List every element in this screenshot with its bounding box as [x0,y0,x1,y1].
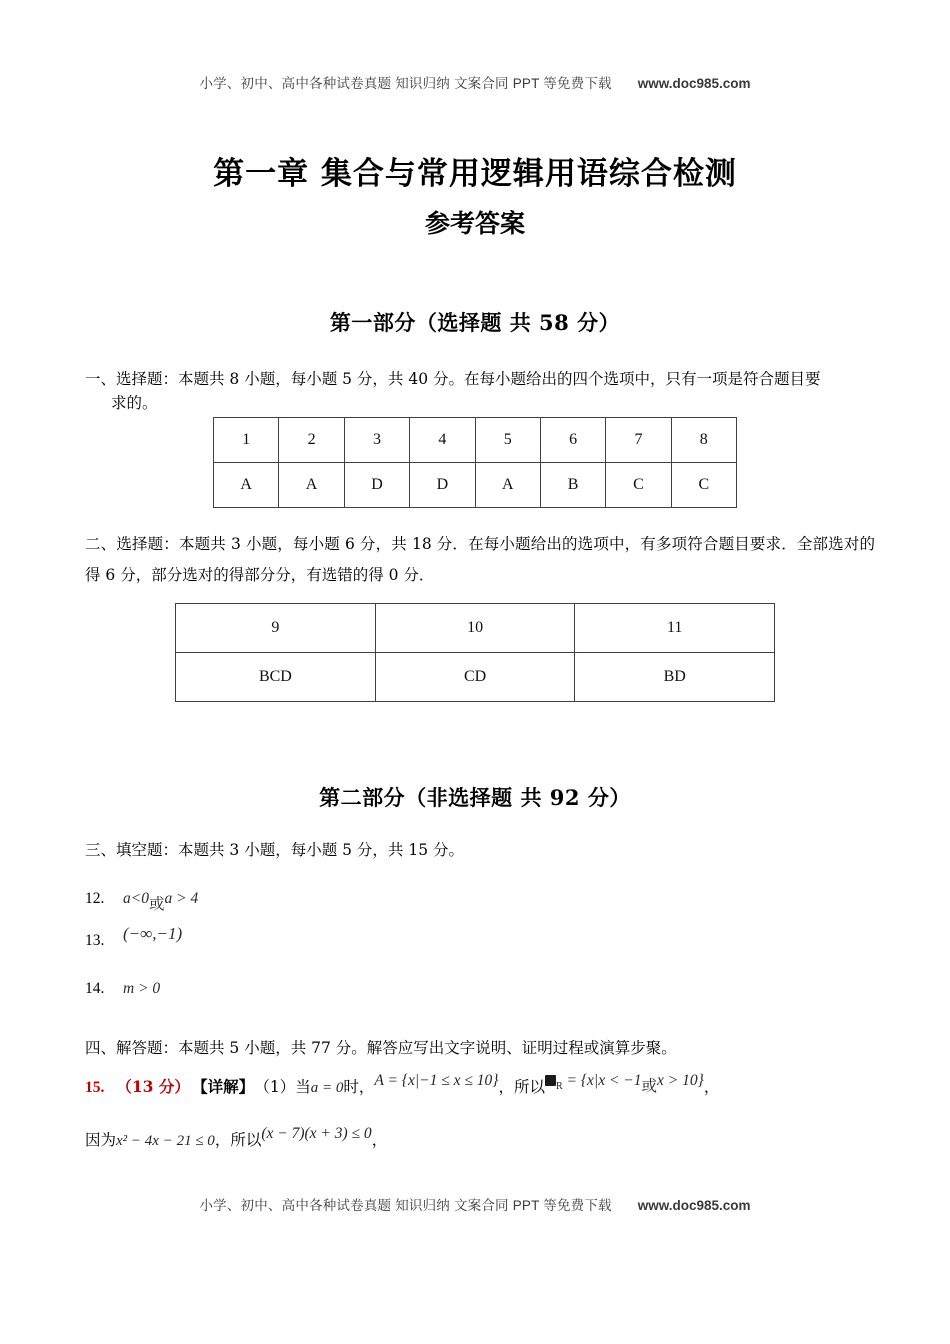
table-row-numbers [214,418,737,463]
comma-3: ， [214,1131,231,1149]
complement-or: 或 [641,1077,658,1095]
solution-tag: 【详解】 [199,1077,255,1096]
table-cell-answer: C [671,463,736,508]
question-score: （13 分） [116,1077,190,1096]
blank-answer-number: 14. [85,980,105,997]
table-cell-answer: A [214,463,279,508]
table-cell-number: 4 [410,418,475,463]
table-cell-number: 7 [606,418,671,463]
section-one-heading: 第一部分（选择题 共 58 分） [329,310,621,335]
instruction-1-cont: 求的。 [111,394,158,413]
table-cell-number: 8 [671,418,736,463]
instruction-choice-multiple: 二、选择题：本题共 3 小题，每小题 6 分，共 18 分．在每小题给出的选项中，有多项符合题目要求．全部选对的得 6 分，部分选对的得部分分，有选错的得 0 分． [85,535,875,584]
instruction-1-main: 一、选择题：本题共 8 小题，每小题 5 分，共 40 分。在每小题给出的四个选项中，只有一项是符合题目要 [85,370,821,388]
solution-text-because: 因为 [85,1131,117,1149]
solution-15-line-1 [85,1072,885,1099]
table-cell-number: 5 [475,418,540,463]
complement-tail: x > 10} [657,1072,704,1089]
instruction-fill-blank: 三、填空题：本题共 3 小题，每小题 5 分，共 15 分。 [85,841,465,859]
footer-watermark [0,1194,950,1214]
blank-answer-number: 13. [85,932,105,949]
table-cell-number: 11 [575,604,775,653]
table-row-numbers [176,604,775,653]
table-cell-answer: B [540,463,605,508]
table-cell-number: 1 [214,418,279,463]
set-a-definition: A = {x|−1 ≤ x ≤ 10} [374,1072,499,1089]
blank-answer-value: (−∞,−1) [123,924,183,943]
complement-rest: = {x|x < −1 [566,1072,642,1089]
table-cell-number: 9 [176,604,376,653]
blank-12-part-a: a<0 [123,890,149,907]
page-subtitle: 参考答案 [424,209,525,238]
table-cell-answer: BD [575,653,775,702]
table-cell-answer: CD [375,653,575,702]
table-cell-answer: C [606,463,671,508]
table-cell-number: 2 [279,418,344,463]
answer-table-multiple-choice [175,603,775,702]
table-row-answers [176,653,775,702]
table-cell-number: 3 [344,418,409,463]
table-cell-answer: A [475,463,540,508]
table-cell-answer: D [344,463,409,508]
blank-answer-value: m > 0 [123,980,161,997]
table-cell-answer: A [279,463,344,508]
question-number: 15. [85,1079,105,1096]
blank-answer-number: 12. [85,890,105,907]
comma-4: ， [371,1131,388,1149]
footer-watermark-text: 小学、初中、高中各种试卷真题 知识归纳 文案合同 PPT 等免费下载 [199,1198,612,1213]
header-watermark-text: 小学、初中、高中各种试卷真题 知识归纳 文案合同 PPT 等免费下载 [199,76,612,91]
blank-answer-14 [85,980,785,998]
equation-quadratic: x² − 4x − 21 ≤ 0 [116,1133,215,1149]
instruction-choice-single [85,367,875,415]
table-cell-answer: BCD [176,653,376,702]
solution-text-when: 当 [295,1078,311,1096]
complement-set-expression [545,1072,704,1095]
equation-factored: (x − 7)(x + 3) ≤ 0 [261,1125,372,1142]
solution-text-then: 时， [343,1078,375,1096]
solution-15-line-2 [85,1125,885,1150]
blank-12-part-b: a > 4 [164,890,199,907]
solution-text-therefore: 所以 [513,1078,545,1096]
blank-answer-12 [85,886,785,913]
table-row-answers [214,463,737,508]
footer-watermark-site: www.doc985.com [637,1198,751,1213]
table-cell-number: 10 [375,604,575,653]
solution-text-therefore-2: 所以 [230,1131,262,1149]
comma-1: ， [498,1078,514,1096]
comma-2: ， [703,1078,720,1096]
answer-table-single-choice [213,417,737,508]
blank-12-conjunction: 或 [148,895,165,913]
header-watermark [0,72,950,92]
blank-answer-13 [85,924,785,950]
complement-subscript: R [555,1081,563,1093]
blank-answer-value [123,886,199,913]
table-cell-number: 6 [540,418,605,463]
equation-a-equals-zero: a = 0 [310,1080,344,1096]
page-title: 第一章 集合与常用逻辑用语综合检测 [213,156,737,192]
section-two-heading: 第二部分（非选择题 共 92 分） [319,785,631,810]
instruction-free-response: 四、解答题：本题共 5 小题，共 77 分。解答应写出文字说明、证明过程或演算步聚。 [85,1039,677,1057]
header-watermark-site: www.doc985.com [637,76,751,91]
missing-glyph-complement-icon [545,1075,556,1086]
table-cell-answer: D [410,463,475,508]
solution-part-label: （1） [262,1078,296,1096]
